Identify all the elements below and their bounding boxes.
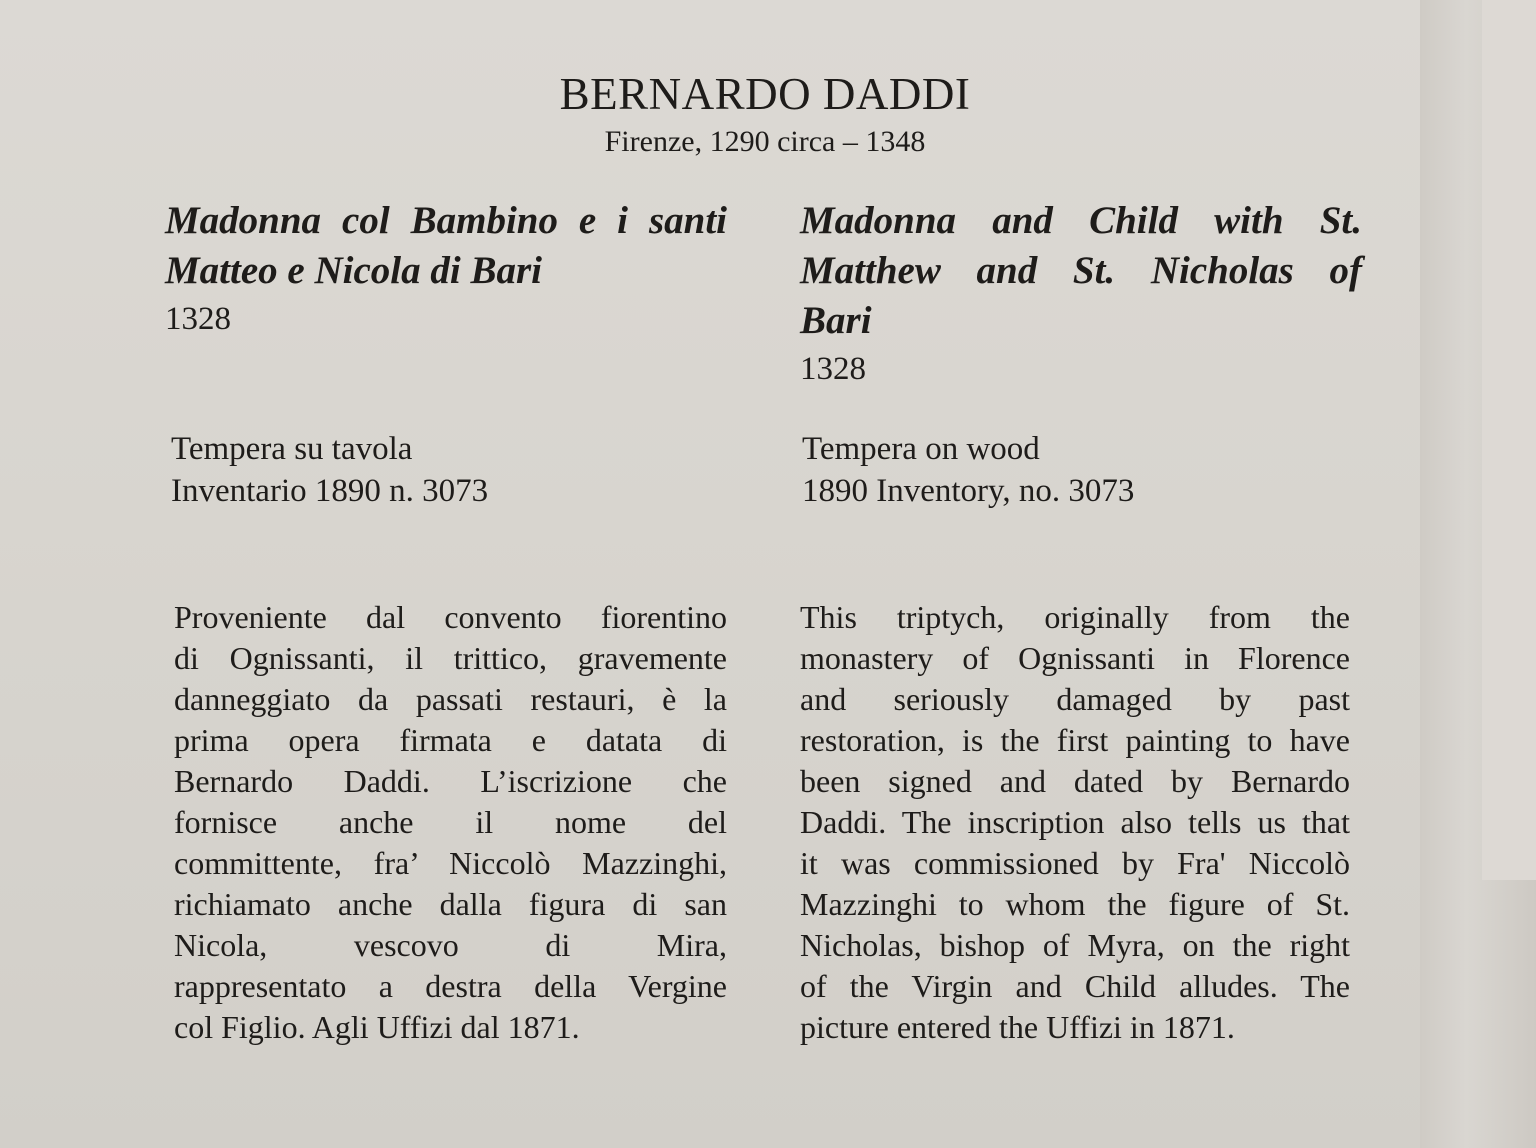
artist-dates: Firenze, 1290 circa – 1348: [604, 125, 926, 158]
english-year: 1328: [800, 351, 866, 387]
italian-description-line: rappresentato a destra della Vergine: [174, 968, 727, 1004]
english-title-line: Madonna and Child with St.: [800, 199, 1362, 242]
italian-inventory: Inventario 1890 n. 3073: [171, 473, 489, 509]
english-description-line: been signed and dated by Bernardo: [800, 763, 1350, 799]
english-description-line: Nicholas, bishop of Myra, on the right: [800, 927, 1350, 963]
italian-description-line: fornisce anche il nome del: [174, 804, 727, 840]
italian-description-line: di Ognissanti, il trittico, gravemente: [174, 640, 727, 676]
english-description-line: monastery of Ognissanti in Florence: [800, 640, 1350, 676]
english-description-line: and seriously damaged by past: [800, 681, 1350, 717]
italian-description-line: Bernardo Daddi. L’iscrizione che: [174, 763, 727, 799]
italian-title: [165, 196, 727, 342]
italian-title-line: Madonna col Bambino e i santi: [165, 199, 727, 242]
english-title-line: Matthew and St. Nicholas of: [800, 249, 1362, 292]
italian-description-line: danneggiato da passati restauri, è la: [174, 681, 727, 717]
italian-year: 1328: [165, 301, 231, 337]
english-description-line: Mazzinghi to whom the figure of St.: [800, 886, 1350, 922]
english-description-line: picture entered the Uffizi in 1871.: [800, 1009, 1235, 1045]
english-inventory: 1890 Inventory, no. 3073: [802, 473, 1135, 509]
english-medium: Tempera on wood: [802, 431, 1040, 467]
english-details: [802, 428, 1364, 512]
italian-description: [174, 597, 727, 1048]
english-description: [800, 597, 1350, 1048]
italian-description-line: Nicola, vescovo di Mira,: [174, 927, 727, 963]
english-title: [800, 196, 1362, 392]
english-description-line: of the Virgin and Child alludes. The: [800, 968, 1350, 1004]
label-header: [0, 66, 1530, 160]
italian-description-line: richiamato anche dalla figura di san: [174, 886, 727, 922]
english-description-line: it was commissioned by Fra' Niccolò: [800, 845, 1350, 881]
english-description-line: Daddi. The inscription also tells us that: [800, 804, 1350, 840]
english-title-line: Bari: [800, 299, 872, 342]
italian-description-line: committente, fra’ Niccolò Mazzinghi,: [174, 845, 727, 881]
italian-title-line: Matteo e Nicola di Bari: [165, 249, 542, 292]
italian-description-line: prima opera firmata e datata di: [174, 722, 727, 758]
italian-medium: Tempera su tavola: [171, 431, 413, 467]
english-description-line: This triptych, originally from the: [800, 599, 1350, 635]
italian-description-line: Proveniente dal convento fiorentino: [174, 599, 727, 635]
english-description-line: restoration, is the first painting to have: [800, 722, 1350, 758]
italian-details: [171, 428, 733, 512]
artist-name: BERNARDO DADDI: [559, 69, 971, 119]
italian-description-line: col Figlio. Agli Uffizi dal 1871.: [174, 1009, 580, 1045]
